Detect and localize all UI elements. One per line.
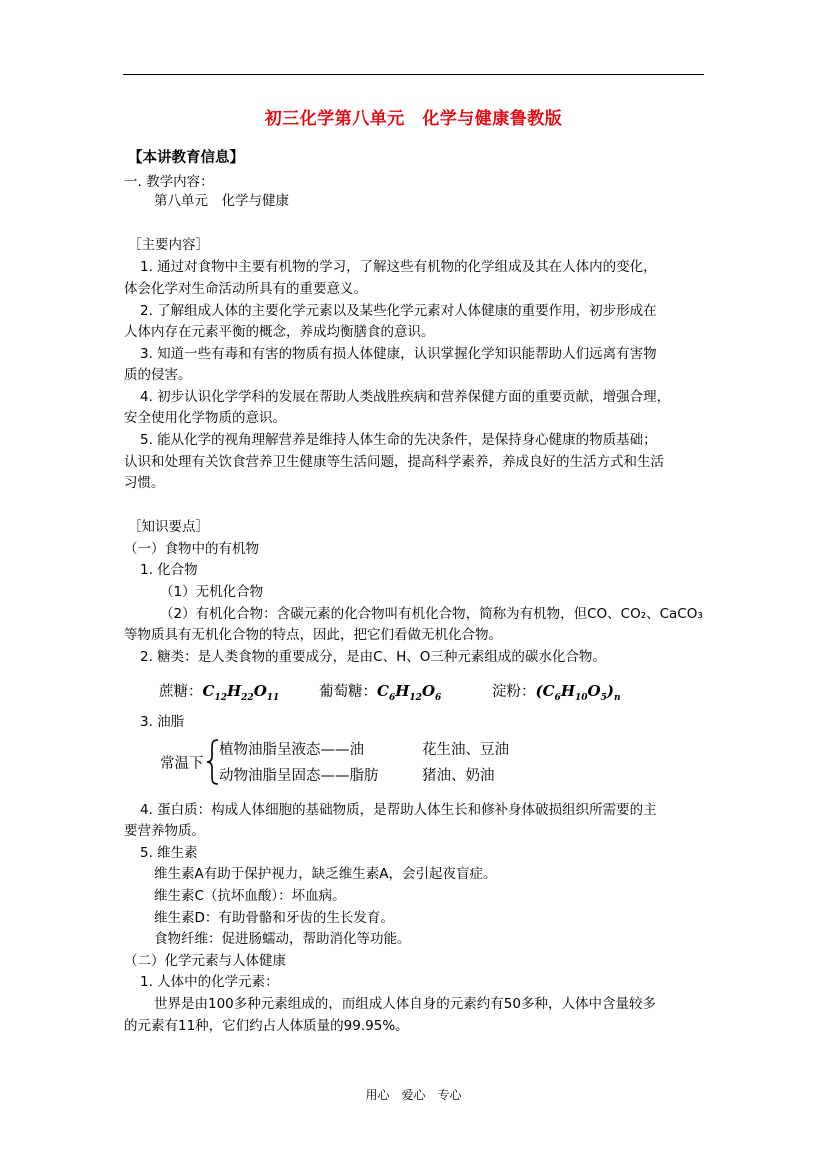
starch-formula: 淀粉：$(C_6H_{10}O_5)_n$	[492, 682, 621, 703]
text-line: 2. 了解组成人体的主要化学元素以及某些化学元素对人体健康的重要作用，初步形成在	[140, 303, 657, 319]
veg-oil-examples: 花生油、豆油	[422, 742, 509, 758]
text-line: 5. 维生素	[140, 845, 198, 861]
left-brace-icon	[206, 739, 220, 785]
text-line: 5. 能从化学的视角理解营养是维持人体生命的先决条件，是保持身心健康的物质基础；	[140, 432, 657, 448]
section-header: 【本讲教育信息】	[128, 150, 244, 166]
text-line: 维生素D：有助骨骼和牙齿的生长发育。	[154, 910, 394, 926]
text-line: 要营养物质。	[124, 823, 205, 839]
text-line: （一）食物中的有机物	[124, 541, 259, 557]
page-title: 初三化学第八单元 化学与健康鲁教版	[264, 109, 563, 129]
text-line: ［主要内容］	[128, 237, 209, 253]
starch-label: 淀粉：	[492, 684, 536, 700]
text-line: （1）无机化合物	[160, 584, 264, 600]
text-line: 食物纤维：促进肠蠕动，帮助消化等功能。	[154, 931, 411, 947]
text-line: 等物质具有无机化合物的特点，因此，把它们看做无机化合物。	[124, 627, 502, 643]
glucose-label: 葡萄糖：	[319, 684, 377, 700]
text-line: 1. 化合物	[140, 562, 198, 578]
sucrose-formula: 蔗糖：$C_{12}H_{22}O_{11}$	[159, 682, 280, 703]
text-line: ［知识要点］	[128, 519, 209, 535]
animal-fat-examples: 猪油、奶油	[422, 768, 495, 784]
text-line: （二）化学元素与人体健康	[124, 953, 286, 969]
text-line: 1. 通过对食物中主要有机物的学习，了解这些有机物的化学组成及其在人体内的变化，	[140, 259, 657, 275]
text-line: 4. 初步认识化学学科的发展在帮助人类战胜疾病和营养保健方面的重要贡献，增强合理，	[140, 389, 671, 405]
animal-fat-line: 动物油脂呈固态——脂肪	[219, 768, 379, 784]
page-footer: 用心 爱心 专心	[365, 1088, 462, 1102]
text-line: 质的侵害。	[124, 367, 192, 383]
text-line: 世界是由100多种元素组成的，而组成人体自身的元素约有50多种，人体中含量较多	[154, 996, 656, 1012]
text-line: 习惯。	[124, 475, 165, 491]
text-line: 人体内存在元素平衡的概念，养成均衡膳食的意识。	[124, 324, 435, 340]
text-line: 4. 蛋白质：构成人体细胞的基础物质，是帮助人体生长和修补身体破损组织所需要的主	[140, 802, 657, 818]
text-line: 3. 油脂	[140, 714, 185, 730]
oils-condition: 常温下	[160, 756, 204, 772]
text-line: 3. 知道一些有毒和有害的物质有损人体健康，认识掌握化学知识能帮助人们远离有害物	[140, 346, 657, 362]
glucose-formula: 葡萄糖：$C_6H_{12}O_6$	[319, 682, 442, 703]
text-line: 维生素C（抗坏血酸）：坏血病。	[154, 888, 346, 904]
text-line: （2）有机化合物：含碳元素的化合物叫有机化合物，简称为有机物，但CO、CO₂、CaCO₃	[160, 606, 703, 622]
text-line: 体会化学对生命活动所具有的重要意义。	[124, 281, 367, 297]
text-line: 一. 教学内容：	[124, 174, 214, 190]
text-line: 2. 糖类：是人类食物的重要成分，是由C、H、O三种元素组成的碳水化合物。	[140, 649, 606, 665]
text-line: 1. 人体中的化学元素：	[140, 974, 279, 990]
header-rule	[123, 74, 704, 75]
sucrose-label: 蔗糖：	[159, 684, 203, 700]
veg-oil-line: 植物油脂呈液态——油	[219, 742, 364, 758]
text-line: 安全使用化学物质的意识。	[124, 410, 286, 426]
text-line: 维生素A有助于保护视力，缺乏维生素A，会引起夜盲症。	[154, 866, 497, 882]
text-line: 认识和处理有关饮食营养卫生健康等生活问题，提高科学素养，养成良好的生活方式和生活	[124, 454, 664, 470]
text-line: 第八单元 化学与健康	[154, 193, 289, 209]
text-line: 的元素有11种，它们约占人体质量的99.95%。	[124, 1018, 409, 1034]
